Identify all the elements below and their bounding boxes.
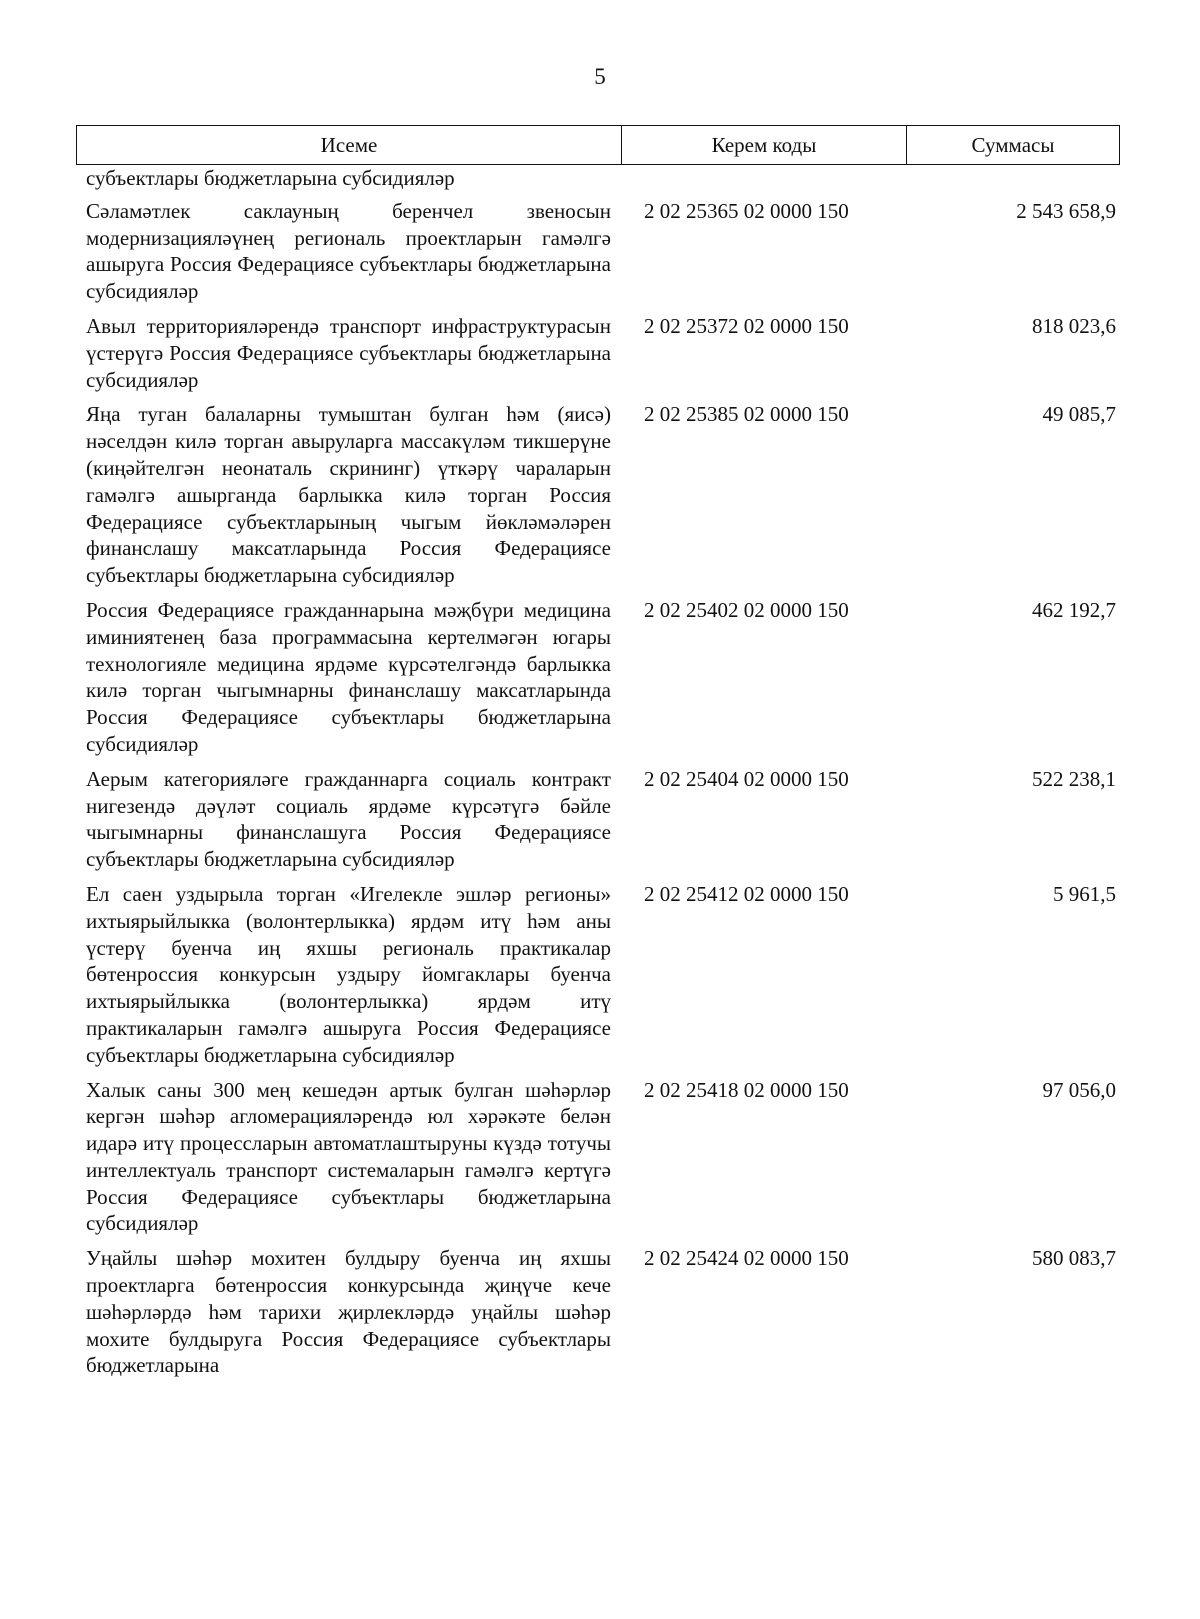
row-sum: 580 083,7 [1032,1246,1116,1271]
row-code: 2 02 25404 02 0000 150 [644,766,849,791]
row-code: 2 02 25385 02 0000 150 [644,402,849,427]
row-code: 2 02 25424 02 0000 150 [644,1246,849,1271]
row-code: 2 02 25365 02 0000 150 [644,198,849,223]
row-sum: 5 961,5 [1053,881,1116,906]
row-code: 2 02 25412 02 0000 150 [644,881,849,906]
row-name: субъектлары бюджетларына субсидияләр [86,166,455,190]
page-number: 5 [594,64,606,89]
header-name: Исеме [77,126,622,164]
row-name: Аерым категорияләге гражданнарга социаль контракт нигезендә дәүләт социаль ярдәме күрсәтүгә бәйле чыгымнарны финанслашуга Россия Федерациясе субъектлары бюджетларына субсидияләр [86,766,611,872]
row-sum: 49 085,7 [1042,402,1116,427]
table-body [86,165,1116,1387]
row-name: Ел саен уздырыла торган «Игелекле эшләр регионы» ихтыярыйлыкка (волонтерлыкка) ярдәм итү һәм аны үстерү буенча иң яхшы региональ практикалар бөтенроссия конкурсын уздыру йомгаклары буенча ихтыярыйлыкка (волонтерлыкка) ярдәм итү практикаларын гамәлгә ашыруга Россия Федерациясе субъектлары бюджетларына субсидияләр [86,881,611,1067]
table-row [86,1245,1116,1379]
row-name: Авыл территорияләрендә транспорт инфраструктурасын үстерүгә Россия Федерациясе субъектлары бюджетларына субсидияләр [86,313,611,392]
row-code: 2 02 25418 02 0000 150 [644,1077,849,1102]
table-header [76,125,1120,165]
row-sum: 97 056,0 [1042,1077,1116,1102]
row-name: Россия Федерациясе гражданнарына мәҗбүри медицина иминиятенең база программасына кертелмәгән югары технологияле медицина ярдәме күрсәтелгәндә барлыкка килә торган чыгымнарны финанслашу максатларында Россия Федерациясе субъектлары бюджетларына субсидияләр [86,597,611,756]
table-row [86,597,1116,758]
table-row [86,401,1116,589]
table-row-continuation [86,165,1116,192]
row-name: Уңайлы шәһәр мохитен булдыру буенча иң яхшы проектларга бөтенроссия конкурсында җиңүче кече шәһәрләрдә һәм тарихи җирлекләрдә уңайлы шәһәр мохите булдыруга Россия Федерациясе субъектлары бюджетларына [86,1246,611,1378]
table-row [86,313,1116,393]
table-row [86,766,1116,873]
table-row [86,1077,1116,1238]
header-sum: Суммасы [971,132,1055,157]
row-sum: 522 238,1 [1032,766,1116,791]
table-row [86,198,1116,305]
row-sum: 818 023,6 [1032,313,1116,338]
table-row [86,881,1116,1069]
row-name: Яңа туган балаларны тумыштан булган һәм (яисә) нәселдән килә торган авыруларга массакүләм тикшерүне (киңәйтелгән неонаталь скрининг) үткәрү чараларын гамәлгә ашырганда барлыкка килә торган Россия Федерациясе субъектларының чыгым йөкләмәләрен финанслашу максатларында Россия Федерациясе субъектлары бюджетларына субсидияләр [86,402,611,588]
row-code: 2 02 25402 02 0000 150 [644,597,849,622]
row-sum: 462 192,7 [1032,597,1116,622]
row-name: Халык саны 300 мең кешедән артык булган шәһәрләр кергән шәһәр агломерацияләрендә юл хәрәкәте белән идарә итү процессларын автоматлаштыруны күздә тотучы интеллектуаль транспорт системаларын гамәлгә кертүгә Россия Федерациясе субъектлары бюджетларына субсидияләр [86,1077,611,1236]
header-code: Керем коды [622,126,907,164]
row-code: 2 02 25372 02 0000 150 [644,313,849,338]
row-name: Сәламәтлек саклауның беренчел звеносын модернизацияләүнең региональ проектларын гамәлгә ашыруга Россия Федерациясе субъектлары бюджетларына субсидияләр [86,198,611,304]
row-sum: 2 543 658,9 [1016,198,1116,223]
